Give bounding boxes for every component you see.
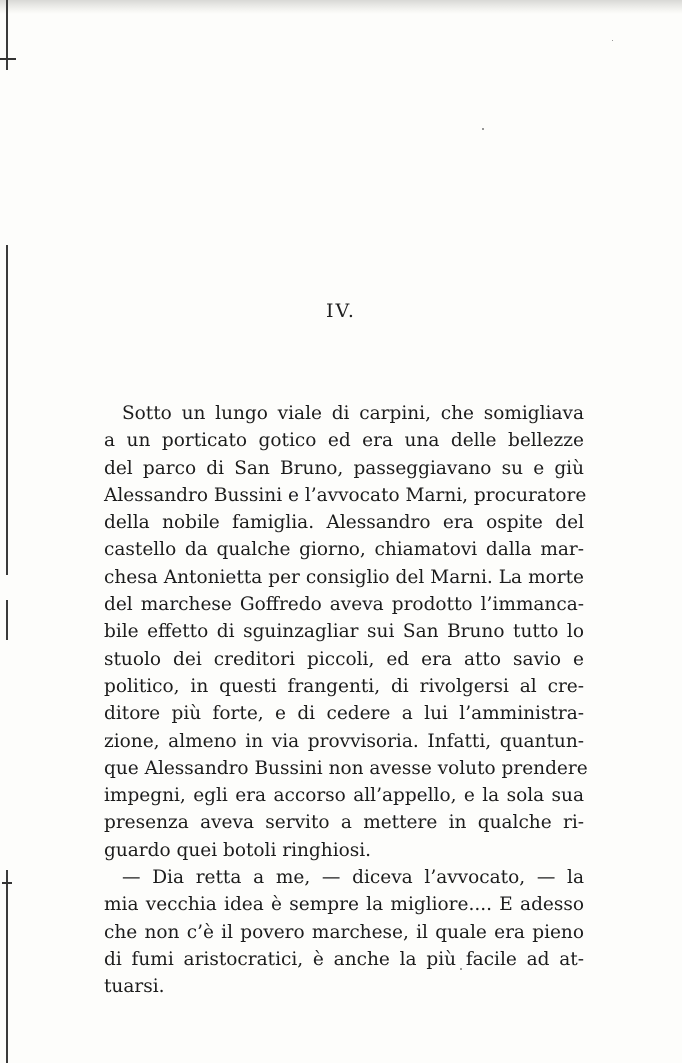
text-line: della nobile famiglia. Alessandro era ospite del xyxy=(104,512,584,534)
text-line: a un porticato gotico ed era una delle bellezze xyxy=(104,430,584,452)
text-line: mia vecchia idea è sempre la migliore.... E adesso xyxy=(104,894,584,916)
text-line: presenza aveva servito a mettere in qualche ri- xyxy=(104,812,584,834)
text-line: castello da qualche giorno, chiamatovi dalla mar- xyxy=(104,539,584,561)
text-line: stuolo dei creditori piccoli, ed era atto savio e xyxy=(104,648,584,670)
text-line: guardo quei botoli ringhiosi. xyxy=(104,839,372,861)
text-line: ditore più forte, e di cedere a lui l’amministra- xyxy=(104,703,584,725)
chapter-heading: IV. xyxy=(326,300,356,322)
scanned-page-top-edge xyxy=(0,0,682,14)
text-line: che non c’è il povero marchese, il quale era pieno xyxy=(104,921,584,943)
text-line: Sotto un lungo viale di carpini, che somigliava xyxy=(122,403,584,424)
text-line: di fumi aristocratici, è anche la più facile ad at- xyxy=(104,948,584,970)
text-line: Alessandro Bussini e l’avvocato Marni, procuratore xyxy=(104,484,587,506)
text-line: zione, almeno in via provvisoria. Infatti, quantun- xyxy=(104,730,584,752)
text-line: — Dia retta a me, — diceva l’avvocato, — la xyxy=(122,867,584,889)
text-line: chesa Antonietta per consiglio del Marni. La morte xyxy=(104,566,584,588)
chapter-body-text xyxy=(104,400,588,1001)
binding-gutter-line xyxy=(6,0,8,1063)
text-line: impegni, egli era accorso all’appello, e la sola sua xyxy=(104,785,584,807)
text-line: politico, in questi frangenti, di rivolgersi al cre- xyxy=(104,675,584,697)
text-line: del parco di San Bruno, passeggiavano su e giù xyxy=(104,457,584,479)
text-line: del marchese Goffredo aveva prodotto l’immanca- xyxy=(104,594,584,616)
text-line: bile effetto di sguinzagliar sui San Bruno tutto lo xyxy=(104,621,584,643)
scan-speck xyxy=(612,40,613,41)
paragraph-1 xyxy=(104,400,588,864)
text-line: que Alessandro Bussini non avesse voluto prendere xyxy=(104,757,588,779)
scan-speck xyxy=(482,128,484,130)
text-line: tuarsi. xyxy=(104,976,165,998)
paragraph-2 xyxy=(104,864,584,1000)
